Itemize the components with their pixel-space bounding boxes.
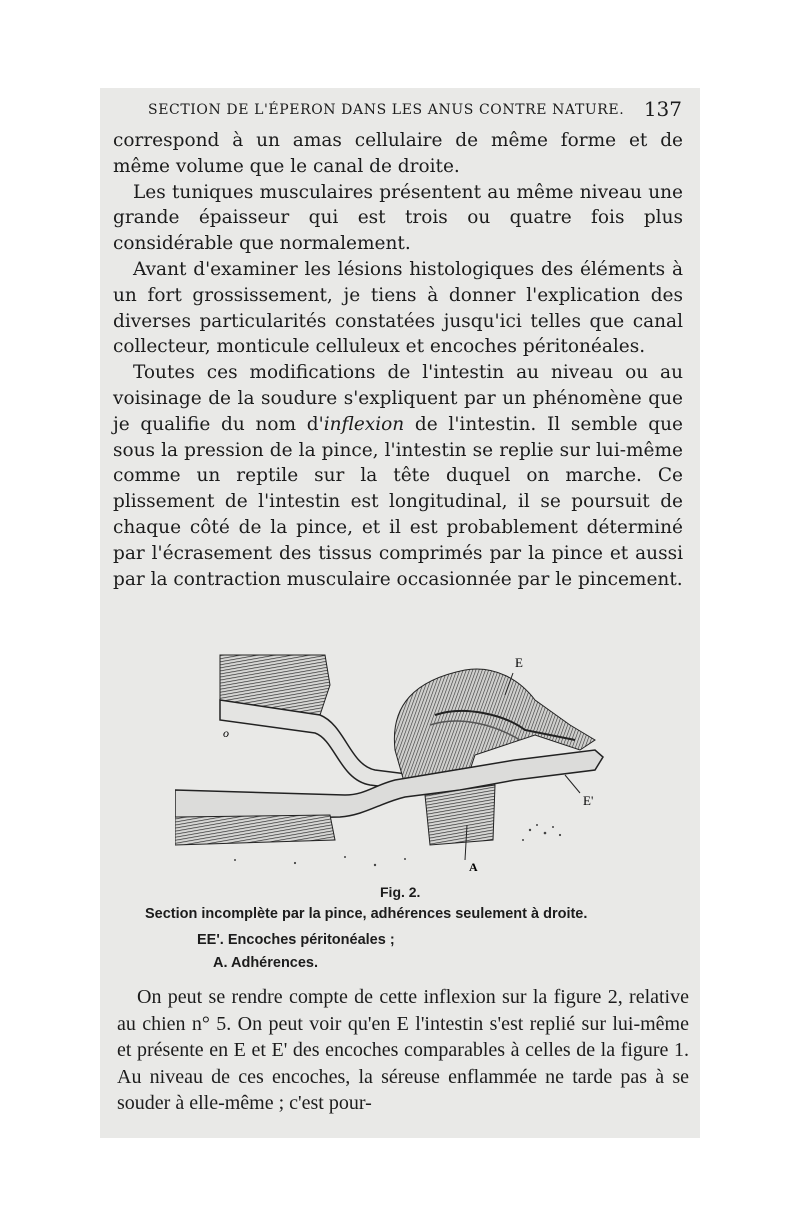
mark-a: A	[469, 860, 478, 874]
figure-illustration	[175, 645, 620, 875]
figure-label: Fig. 2.	[380, 884, 421, 900]
paragraph-tuniques: Les tuniques musculaires présentent au même niveau une grande épaisseur qui est trois ou quatre fois plus considérable que normalement.	[113, 181, 683, 255]
page-number: 137	[643, 97, 682, 121]
intestine-section-drawing	[175, 645, 620, 875]
paragraph-avant: Avant d'examiner les lésions histologiques des éléments à un fort grossissement, je tiens à donner l'explication des diverses particularités constatées jusqu'ici telles que canal collecteur, monticule celluleux et encoches péritonéales.	[113, 258, 683, 358]
body-text	[113, 128, 683, 592]
paragraph-on-peut: On peut se rendre compte de cette inflexion sur la figure 2, relative au chien n° 5. On peut voir qu'en E l'intestin s'est replié sur lui-même et présente en E et E' des encoches comparables à celles de la figure 1. Au niveau de ces encoches, la séreuse enflammée ne tarde pas à se souder à elle-même ; c'est pour-	[117, 986, 689, 1114]
term-inflexion: inflexion	[323, 413, 405, 435]
paragraph-toutes-part1: Toutes ces modifications de l'intestin au niveau ou au voisinage de la soudure s'expliquent par un phénomène que je qualifie du nom d'	[113, 362, 683, 435]
figure-legend-a: A. Adhérences.	[213, 955, 319, 971]
body-text-lower	[117, 984, 689, 1117]
running-head	[148, 98, 688, 122]
paragraph-toutes	[113, 360, 683, 592]
mark-e: E	[515, 655, 523, 670]
figure-caption: Section incomplète par la pince, adhérences seulement à droite.	[145, 906, 588, 922]
figure-legend-ee: EE'. Encoches péritonéales ;	[197, 932, 395, 948]
paragraph-toutes-part2: de l'intestin. Il semble que sous la pression de la pince, l'intestin se replie sur lui-même comme un reptile sur la tête duquel on marche. Ce plissement de l'intestin est longitudinal, il se poursuit de chaque côté de la pince, et il est probablement déterminé par l'écrasement des tissus comprimés par la pince et aussi par la contraction musculaire occasionnée par le pincement.	[113, 413, 683, 590]
paragraph-continued: correspond à un amas cellulaire de même forme et de même volume que le canal de droite.	[113, 130, 683, 177]
mark-e-prime: E'	[583, 793, 594, 808]
mark-o: o	[223, 726, 229, 740]
running-head-title: SECTION DE L'ÉPERON DANS LES ANUS CONTRE NATURE.	[148, 102, 625, 118]
